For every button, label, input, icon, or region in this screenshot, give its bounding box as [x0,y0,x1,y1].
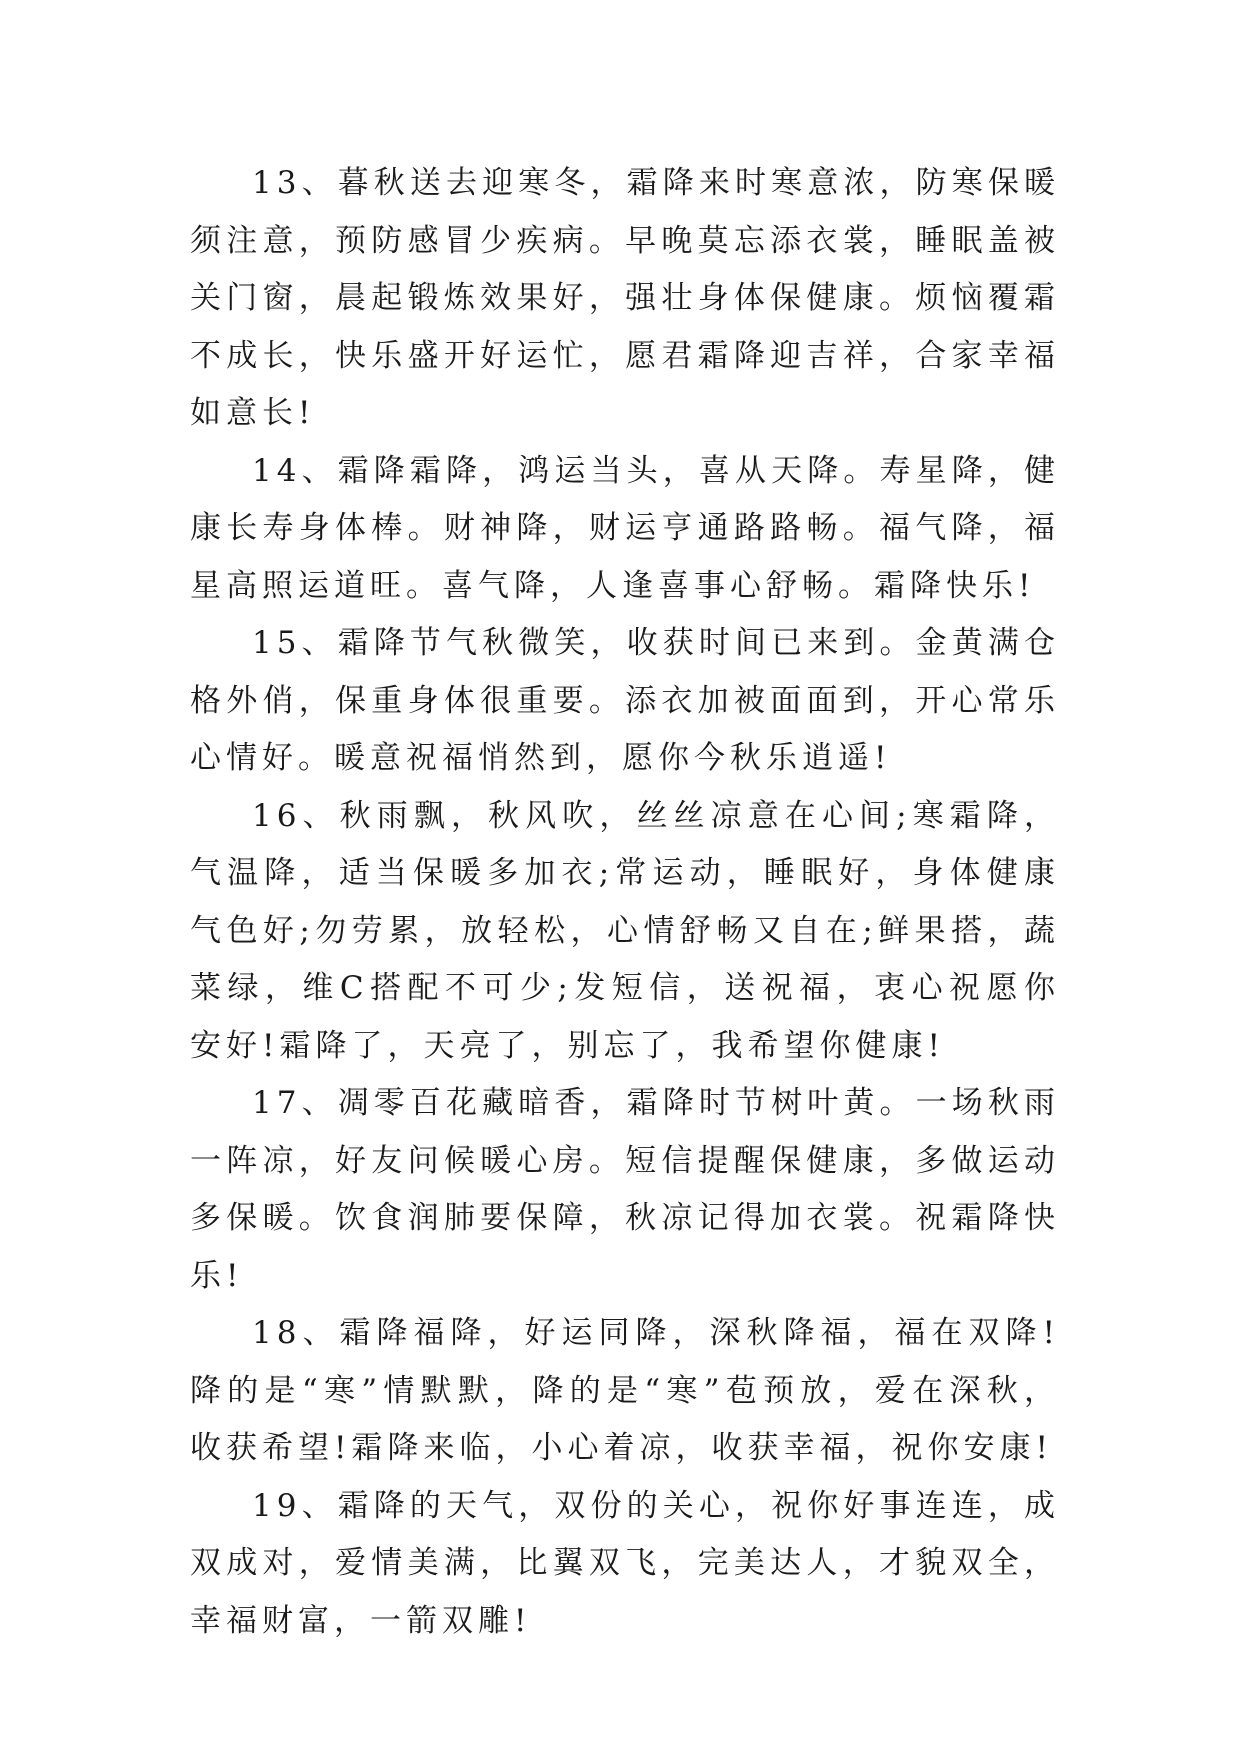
paragraph-16: 16、秋雨飘，秋风吹，丝丝凉意在心间;寒霜降，气温降，适当保暖多加衣;常运动，睡眠好，身体健康气色好;勿劳累，放轻松，心情舒畅又自在;鲜果搭，蔬菜绿，维C搭配不可少;发短信，送祝福，衷心祝愿你安好!霜降了，天亮了，别忘了，我希望你健康! [190,797,1060,1064]
paragraph-14: 14、霜降霜降，鸿运当头，喜从天降。寿星降，健康长寿身体棒。财神降，财运亨通路路畅。福气降，福星高照运道旺。喜气降，人逢喜事心舒畅。霜降快乐! [190,452,1060,604]
paragraph-18: 18、霜降福降，好运同降，深秋降福，福在双降!降的是“寒”情默默，降的是“寒”苞预放，爱在深秋，收获希望!霜降来临，小心着凉，收获幸福，祝你安康! [190,1315,1060,1466]
paragraph-15: 15、霜降节气秋微笑，收获时间已来到。金黄满仓格外俏，保重身体很重要。添衣加被面面到，开心常乐心情好。暖意祝福悄然到，愿你今秋乐逍遥! [190,625,1060,776]
paragraph-17: 17、凋零百花藏暗香，霜降时节树叶黄。一场秋雨一阵凉，好友问候暖心房。短信提醒保健康，多做运动多保暖。饮食润肺要保障，秋凉记得加衣裳。祝霜降快乐! [190,1085,1060,1294]
paragraph-19: 19、霜降的天气，双份的关心，祝你好事连连，成双成对，爱情美满，比翼双飞，完美达人，才貌双全，幸福财富，一箭双雕! [190,1487,1060,1639]
document-body [190,155,1060,1650]
paragraph-13: 13、暮秋送去迎寒冬，霜降来时寒意浓，防寒保暖须注意，预防感冒少疾病。早晚莫忘添衣裳，睡眠盖被关门窗，晨起锻炼效果好，强壮身体保健康。烦恼覆霜不成长，快乐盛开好运忙，愿君霜降迎吉祥，合家幸福如意长! [190,165,1060,431]
